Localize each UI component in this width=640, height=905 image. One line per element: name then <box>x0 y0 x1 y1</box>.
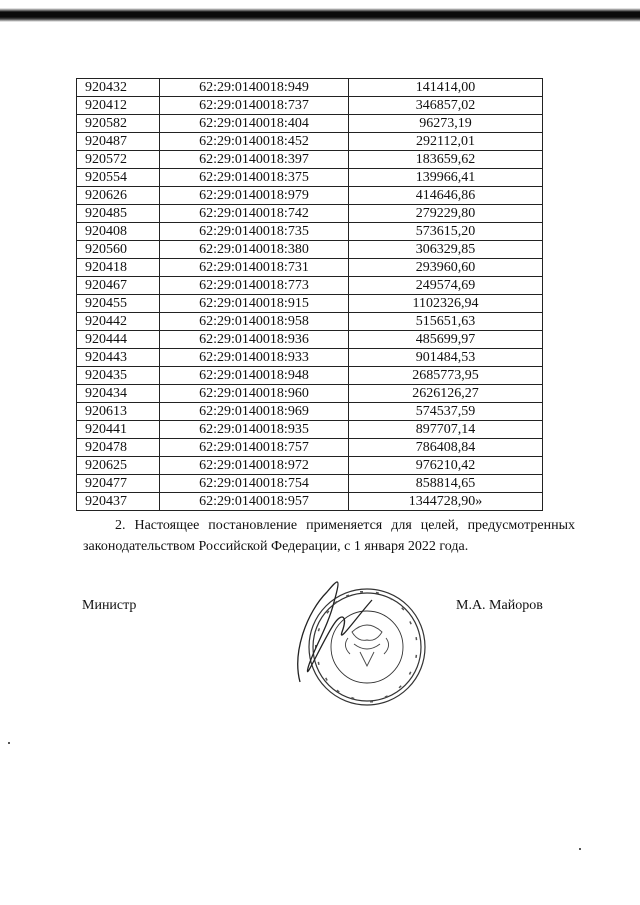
table-row <box>77 403 543 421</box>
table-row <box>77 457 543 475</box>
row-id-cell: 920582 <box>77 115 160 133</box>
table-row <box>77 439 543 457</box>
row-id-cell: 920442 <box>77 313 160 331</box>
row-id-cell: 920485 <box>77 205 160 223</box>
table-row <box>77 385 543 403</box>
cadastral-number-cell: 62:29:0140018:397 <box>160 151 349 169</box>
table-body <box>77 79 543 511</box>
row-id-cell: 920478 <box>77 439 160 457</box>
table-row <box>77 475 543 493</box>
cadastral-number-cell: 62:29:0140018:773 <box>160 277 349 295</box>
cadastral-number-cell: 62:29:0140018:375 <box>160 169 349 187</box>
table-row <box>77 169 543 187</box>
cadastral-value-cell: 96273,19 <box>349 115 543 133</box>
table-row <box>77 187 543 205</box>
cadastral-value-cell: 858814,65 <box>349 475 543 493</box>
cadastral-number-cell: 62:29:0140018:949 <box>160 79 349 97</box>
cadastral-value-cell: 897707,14 <box>349 421 543 439</box>
cadastral-number-cell: 62:29:0140018:731 <box>160 259 349 277</box>
row-id-cell: 920444 <box>77 331 160 349</box>
cadastral-number-cell: 62:29:0140018:933 <box>160 349 349 367</box>
cadastral-number-cell: 62:29:0140018:960 <box>160 385 349 403</box>
cadastral-number-cell: 62:29:0140018:404 <box>160 115 349 133</box>
cadastral-value-cell: 141414,00 <box>349 79 543 97</box>
row-id-cell: 920467 <box>77 277 160 295</box>
cadastral-value-cell: 786408,84 <box>349 439 543 457</box>
table-row <box>77 277 543 295</box>
handwritten-signature <box>298 582 372 682</box>
official-seal-with-signature <box>282 572 432 722</box>
cadastral-number-cell: 62:29:0140018:915 <box>160 295 349 313</box>
cadastral-value-cell: 574537,59 <box>349 403 543 421</box>
position-title: Министр <box>82 598 137 613</box>
cadastral-number-cell: 62:29:0140018:742 <box>160 205 349 223</box>
row-id-cell: 920434 <box>77 385 160 403</box>
scan-top-border <box>0 0 640 22</box>
cadastral-value-cell: 901484,53 <box>349 349 543 367</box>
cadastral-number-cell: 62:29:0140018:452 <box>160 133 349 151</box>
cadastral-value-table <box>76 78 543 511</box>
cadastral-value-cell: 139966,41 <box>349 169 543 187</box>
cadastral-number-cell: 62:29:0140018:737 <box>160 97 349 115</box>
table-row <box>77 133 543 151</box>
row-id-cell: 920477 <box>77 475 160 493</box>
cadastral-value-cell: 485699,97 <box>349 331 543 349</box>
cadastral-number-cell: 62:29:0140018:958 <box>160 313 349 331</box>
cadastral-value-cell: 292112,01 <box>349 133 543 151</box>
table-row <box>77 79 543 97</box>
row-id-cell: 920626 <box>77 187 160 205</box>
cadastral-value-cell: 1102326,94 <box>349 295 543 313</box>
table-row <box>77 367 543 385</box>
cadastral-value-cell: 346857,02 <box>349 97 543 115</box>
table-row <box>77 115 543 133</box>
row-id-cell: 920487 <box>77 133 160 151</box>
cadastral-value-cell: 976210,42 <box>349 457 543 475</box>
table-row <box>77 205 543 223</box>
row-id-cell: 920572 <box>77 151 160 169</box>
cadastral-number-cell: 62:29:0140018:948 <box>160 367 349 385</box>
cadastral-value-cell: 249574,69 <box>349 277 543 295</box>
row-id-cell: 920435 <box>77 367 160 385</box>
seal-inner-ring <box>313 593 421 701</box>
cadastral-number-cell: 62:29:0140018:757 <box>160 439 349 457</box>
signer-name: М.А. Майоров <box>456 598 543 613</box>
cadastral-number-cell: 62:29:0140018:936 <box>160 331 349 349</box>
cadastral-number-cell: 62:29:0140018:969 <box>160 403 349 421</box>
table-row <box>77 493 543 511</box>
paragraph-text: 2. Настоящее постановление применяется для целей, предусмотренных законодательством Российской Федерации, с 1 января 2022 года. <box>83 518 575 554</box>
cadastral-value-cell: 573615,20 <box>349 223 543 241</box>
cadastral-value-cell: 279229,80 <box>349 205 543 223</box>
table-row <box>77 295 543 313</box>
row-id-cell: 920441 <box>77 421 160 439</box>
seal-center-ring <box>331 611 403 683</box>
effective-date-paragraph <box>83 515 575 557</box>
row-id-cell: 920625 <box>77 457 160 475</box>
row-id-cell: 920437 <box>77 493 160 511</box>
row-id-cell: 920418 <box>77 259 160 277</box>
table-row <box>77 313 543 331</box>
cadastral-number-cell: 62:29:0140018:754 <box>160 475 349 493</box>
cadastral-number-cell: 62:29:0140018:735 <box>160 223 349 241</box>
row-id-cell: 920412 <box>77 97 160 115</box>
cadastral-value-cell: 183659,62 <box>349 151 543 169</box>
row-id-cell: 920432 <box>77 79 160 97</box>
table-row <box>77 241 543 259</box>
row-id-cell: 920443 <box>77 349 160 367</box>
seal-emblem <box>345 625 388 666</box>
row-id-cell: 920408 <box>77 223 160 241</box>
row-id-cell: 920613 <box>77 403 160 421</box>
cadastral-value-cell: 515651,63 <box>349 313 543 331</box>
cadastral-number-cell: 62:29:0140018:972 <box>160 457 349 475</box>
cadastral-value-cell: 293960,60 <box>349 259 543 277</box>
cadastral-value-cell: 306329,85 <box>349 241 543 259</box>
scan-speck <box>8 742 10 744</box>
cadastral-value-cell: 2685773,95 <box>349 367 543 385</box>
cadastral-value-cell: 1344728,90» <box>349 493 543 511</box>
table-row <box>77 349 543 367</box>
row-id-cell: 920455 <box>77 295 160 313</box>
table-row <box>77 259 543 277</box>
cadastral-number-cell: 62:29:0140018:979 <box>160 187 349 205</box>
cadastral-value-cell: 414646,86 <box>349 187 543 205</box>
cadastral-number-cell: 62:29:0140018:935 <box>160 421 349 439</box>
cadastral-number-cell: 62:29:0140018:957 <box>160 493 349 511</box>
cadastral-number-cell: 62:29:0140018:380 <box>160 241 349 259</box>
row-id-cell: 920560 <box>77 241 160 259</box>
table-row <box>77 151 543 169</box>
scan-speck <box>579 848 581 850</box>
table-row <box>77 421 543 439</box>
table-row <box>77 331 543 349</box>
table-row <box>77 223 543 241</box>
row-id-cell: 920554 <box>77 169 160 187</box>
table-row <box>77 97 543 115</box>
cadastral-value-cell: 2626126,27 <box>349 385 543 403</box>
